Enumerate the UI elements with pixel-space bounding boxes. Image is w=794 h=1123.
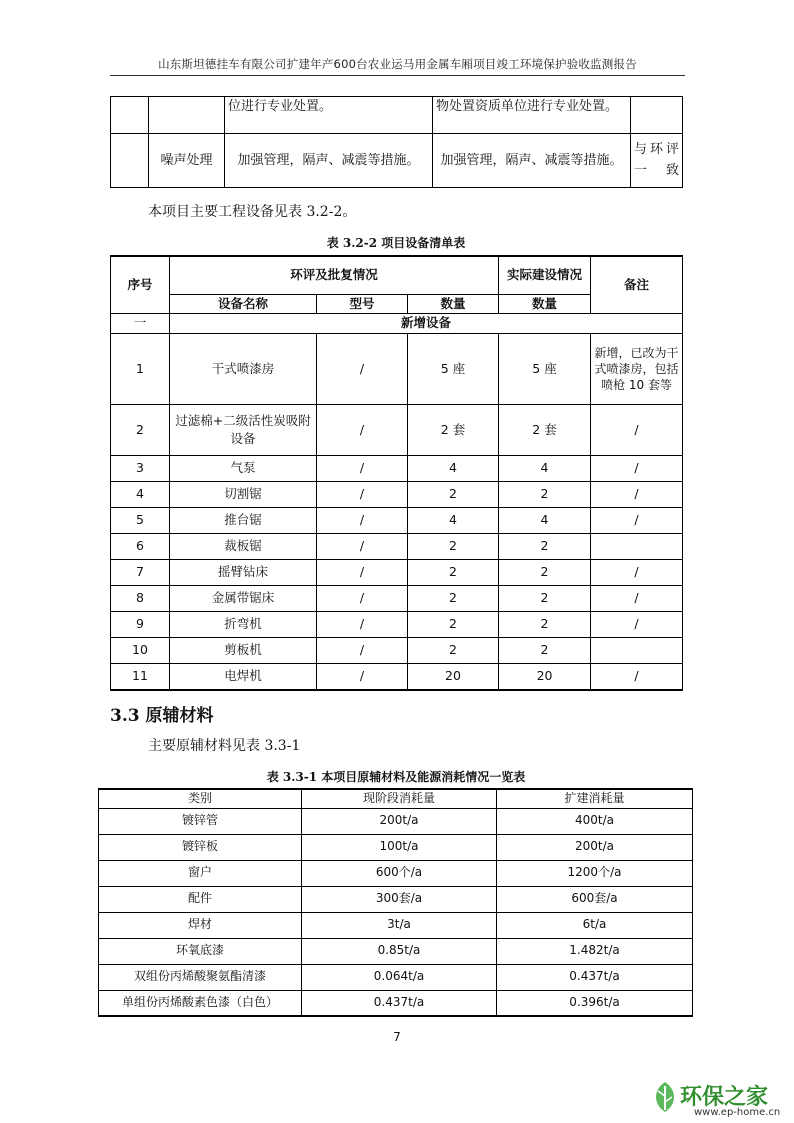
table-row <box>99 938 693 964</box>
cell-expansion: 600套/a <box>497 886 693 912</box>
table-row <box>111 482 683 508</box>
cell-note: / <box>591 456 683 482</box>
cell-note <box>591 534 683 560</box>
cell-no: 1 <box>111 334 170 405</box>
cell-no: 9 <box>111 612 170 638</box>
cell-current: 100t/a <box>302 834 497 860</box>
cell-name: 裁板锯 <box>170 534 317 560</box>
materials-table-caption: 表 3.3-1 本项目原辅材料及能源消耗情况一览表 <box>266 770 526 784</box>
cell-note: / <box>591 664 683 690</box>
table-row <box>111 638 683 664</box>
note-cell: 与环评一致 <box>631 134 683 188</box>
section-title: 3.3 原辅材料 <box>110 706 214 726</box>
eia-measure-cell: 加强管理，隔声、减震等措施。 <box>225 134 433 188</box>
cell-current: 200t/a <box>302 808 497 834</box>
table-row <box>99 886 693 912</box>
table-row <box>99 860 693 886</box>
cell-qty: 5 座 <box>408 334 499 405</box>
cell-qty: 4 <box>408 508 499 534</box>
table-row <box>111 664 683 690</box>
cell-qty: 2 <box>408 612 499 638</box>
cell-name: 气泵 <box>170 456 317 482</box>
table-row <box>111 456 683 482</box>
cell-category: 单组份丙烯酸素色漆（白色） <box>99 990 302 1016</box>
cell-category: 窗户 <box>99 860 302 886</box>
leaf-logo-icon <box>650 1080 680 1114</box>
header-note: 备注 <box>591 256 683 314</box>
watermark-url: www.ep-home.cn <box>694 1107 781 1118</box>
table-row <box>111 334 683 405</box>
cell-category: 配件 <box>99 886 302 912</box>
paragraph-materials-intro: 主要原辅材料见表 3.3-1 <box>148 738 301 754</box>
header-current: 现阶段消耗量 <box>302 789 497 808</box>
cell-name: 剪板机 <box>170 638 317 664</box>
header-category: 类别 <box>99 789 302 808</box>
cell-actual: 2 <box>499 534 591 560</box>
cell-model: / <box>317 334 408 405</box>
cell-expansion: 0.396t/a <box>497 990 693 1016</box>
cell-note <box>591 638 683 664</box>
table-row <box>99 964 693 990</box>
cell-actual: 2 <box>499 586 591 612</box>
cell-name: 推台锯 <box>170 508 317 534</box>
header-seq: 序号 <box>111 256 170 314</box>
cell-no: 8 <box>111 586 170 612</box>
table-row <box>111 97 683 134</box>
header-eia-group: 环评及批复情况 <box>170 256 499 294</box>
cell-model: / <box>317 508 408 534</box>
cell-actual: 2 <box>499 482 591 508</box>
cell-no: 6 <box>111 534 170 560</box>
table-row <box>111 405 683 456</box>
actual-measure-cell: 加强管理，隔声、减震等措施。 <box>433 134 631 188</box>
header-actual-group: 实际建设情况 <box>499 256 591 294</box>
header-actual-qty: 数量 <box>499 294 591 314</box>
cell-actual: 4 <box>499 456 591 482</box>
cell-actual: 2 <box>499 612 591 638</box>
cell-actual: 2 <box>499 560 591 586</box>
page-header: 山东斯坦德挂车有限公司扩建年产600台农业运马用金属车厢项目竣工环境保护验收监测报告 <box>110 56 685 76</box>
header-qty: 数量 <box>408 294 499 314</box>
cell-qty: 2 <box>408 534 499 560</box>
table-row <box>111 586 683 612</box>
item-cell: 噪声处理 <box>149 134 225 188</box>
table-row <box>111 560 683 586</box>
table-row <box>111 534 683 560</box>
table-row <box>99 912 693 938</box>
cell-no: 2 <box>111 405 170 456</box>
cell-current: 0.064t/a <box>302 964 497 990</box>
header-name: 设备名称 <box>170 294 317 314</box>
table-header-row <box>99 789 693 808</box>
cell-model: / <box>317 482 408 508</box>
table-header-row <box>111 256 683 294</box>
cell-category: 镀锌板 <box>99 834 302 860</box>
cell-model: / <box>317 664 408 690</box>
cell-qty: 2 套 <box>408 405 499 456</box>
cell-current: 3t/a <box>302 912 497 938</box>
cell-note: / <box>591 612 683 638</box>
section-seq: 一 <box>111 314 170 334</box>
actual-measure-cell: 物处置资质单位进行专业处置。 <box>433 97 631 134</box>
cell-model: / <box>317 405 408 456</box>
cell-note: / <box>591 508 683 534</box>
cell-actual: 2 <box>499 638 591 664</box>
cell-category: 焊材 <box>99 912 302 938</box>
cell-model: / <box>317 638 408 664</box>
cell-note: 新增，已改为干式喷漆房，包括喷枪 10 套等 <box>591 334 683 405</box>
table-row <box>99 808 693 834</box>
table-cell <box>631 97 683 134</box>
section-row <box>111 314 683 334</box>
watermark-name: 环保之家 <box>680 1085 769 1110</box>
cell-model: / <box>317 586 408 612</box>
cell-actual: 2 套 <box>499 405 591 456</box>
cell-no: 4 <box>111 482 170 508</box>
cell-note: / <box>591 482 683 508</box>
cell-note: / <box>591 405 683 456</box>
table-cell <box>111 134 149 188</box>
cell-name: 切割锯 <box>170 482 317 508</box>
table-cell <box>111 97 149 134</box>
table-row <box>99 990 693 1016</box>
cell-note: / <box>591 586 683 612</box>
equipment-table-caption: 表 3.2-2 项目设备清单表 <box>326 236 466 250</box>
cell-no: 11 <box>111 664 170 690</box>
cell-category: 双组份丙烯酸聚氨酯清漆 <box>99 964 302 990</box>
page-number: 7 <box>393 1030 401 1044</box>
cell-category: 镀锌管 <box>99 808 302 834</box>
cell-expansion: 200t/a <box>497 834 693 860</box>
cell-qty: 2 <box>408 482 499 508</box>
table-cell <box>149 97 225 134</box>
table-row <box>111 612 683 638</box>
cell-model: / <box>317 612 408 638</box>
cell-model: / <box>317 456 408 482</box>
cell-actual: 5 座 <box>499 334 591 405</box>
cell-expansion: 6t/a <box>497 912 693 938</box>
cell-qty: 2 <box>408 586 499 612</box>
cell-qty: 2 <box>408 560 499 586</box>
cell-name: 过滤棉+二级活性炭吸附设备 <box>170 405 317 456</box>
cell-qty: 4 <box>408 456 499 482</box>
cell-current: 0.437t/a <box>302 990 497 1016</box>
table-row <box>99 834 693 860</box>
header-model: 型号 <box>317 294 408 314</box>
cell-expansion: 0.437t/a <box>497 964 693 990</box>
cell-qty: 20 <box>408 664 499 690</box>
cell-current: 600个/a <box>302 860 497 886</box>
cell-expansion: 400t/a <box>497 808 693 834</box>
cell-expansion: 1.482t/a <box>497 938 693 964</box>
cell-model: / <box>317 534 408 560</box>
materials-table <box>98 788 693 1017</box>
cell-name: 电焊机 <box>170 664 317 690</box>
cell-name: 摇臂钻床 <box>170 560 317 586</box>
cell-current: 300套/a <box>302 886 497 912</box>
environmental-measures-table <box>110 96 683 188</box>
table-row <box>111 508 683 534</box>
eia-measure-cell: 位进行专业处置。 <box>225 97 433 134</box>
section-label: 新增设备 <box>170 314 683 334</box>
header-expansion: 扩建消耗量 <box>497 789 693 808</box>
cell-note: / <box>591 560 683 586</box>
cell-name: 干式喷漆房 <box>170 334 317 405</box>
cell-name: 金属带锯床 <box>170 586 317 612</box>
equipment-table <box>110 255 683 691</box>
cell-no: 7 <box>111 560 170 586</box>
cell-current: 0.85t/a <box>302 938 497 964</box>
cell-name: 折弯机 <box>170 612 317 638</box>
cell-actual: 20 <box>499 664 591 690</box>
table-row <box>111 134 683 188</box>
paragraph-equipment-intro: 本项目主要工程设备见表 3.2-2。 <box>148 204 357 220</box>
cell-no: 5 <box>111 508 170 534</box>
cell-no: 10 <box>111 638 170 664</box>
cell-no: 3 <box>111 456 170 482</box>
cell-qty: 2 <box>408 638 499 664</box>
cell-expansion: 1200个/a <box>497 860 693 886</box>
cell-actual: 4 <box>499 508 591 534</box>
cell-model: / <box>317 560 408 586</box>
cell-category: 环氧底漆 <box>99 938 302 964</box>
